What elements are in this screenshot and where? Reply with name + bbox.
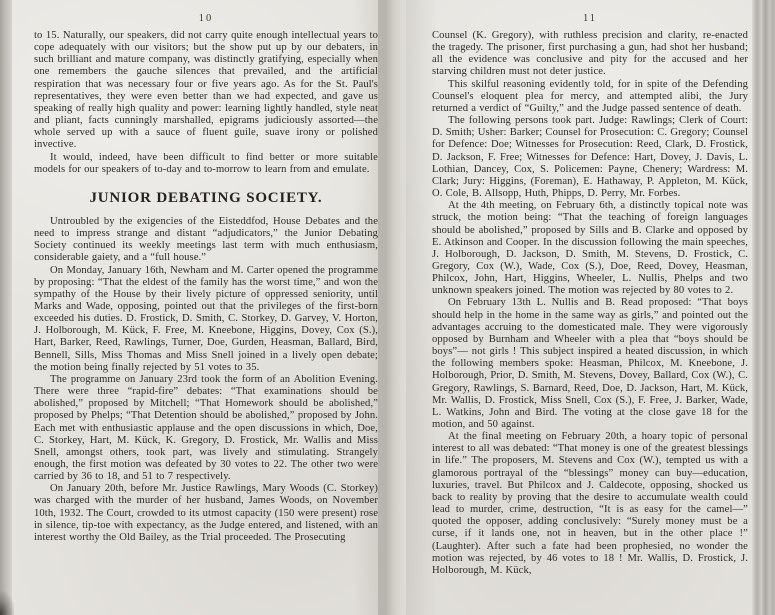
scan-corner-shadow: [0, 589, 14, 615]
page-number: 10: [198, 13, 214, 24]
paragraph: At the final meeting on February 20th, a hoary topic of personal interest to all was debated: “That money is one of the greatest blessings in life.” The proposers, M. Stevens and Cox (W.), tempted us with a glamorous portrayal of the “blessings” money can buy—education, luxuries, travel. But Philcox and J. Caldecote, opposing, shocked us back to reality by proving that the desire to accumulate wealth could lead to murder, crime, destruction, “It is as easy for the camel—” quoted the opposer, adding conclusively: “Surely money must be a curse, if it lands one, not in heaven, but in the other place !” (Laughter). After such a fate had been prophesied, no wonder the motion was rejected, by 46 votes to 18 ! Mr. Wallis, D. Frostick, J. Holborough, M. Kück,: [432, 431, 748, 576]
paragraph: Untroubled by the exigencies of the Eisteddfod, House Debates and the need to impress strange and distant “adjudicators,” the Junior Debating Society continued its weekly meetings last term with much enthusiasm, considerable gaiety, and a “full house.”: [34, 215, 378, 264]
gutter-shadow: [378, 0, 406, 615]
left-page: [12, 0, 378, 615]
paragraph: This skilful reasoning evidently told, for in spite of the Defending Counsel's eloquent plea for mercy, and attempted alibi, the Jury returned a verdict of “Guilty,” and the Judge passed sentence of death.: [432, 78, 748, 114]
paragraph: On Monday, January 16th, Newham and M. Carter opened the programme by proposing: “That the eldest of the family has the worst time,” and won the sympathy of the House by their lively picture of oppressed seniority, until Marks and Wade, opposing, pointed out that the privileges of the first-born exceeded his duties. D. Frostick, D. Smith, C. Storkey, D. Garvey, V. Horton, J. Holborough, M. Kück, F. Free, M. Kneebone, Higgins, Dovey, Cox (S.), Hart, Barker, Reed, Rawlings, Turner, Doe, Gurden, Heasman, Ballard, Bird, Bennell, Sills, Miss Thomas and Miss Snell joined in a lively open debate; the motion being finally rejected by 51 votes to 35.: [34, 264, 378, 373]
paragraph: The programme on January 23rd took the form of an Abolition Evening. There were three “rapid-fire” debates: “That examinations should be abolished,” proposed by Mitchell; “That Homework should be abolished,” proposed by Phelps; “That Detention should be abolished,” proposed by John. Each met with enthusiastic applause and the open discussions in which, Doe, C. Storkey, Hart, M. Kück, K. Gregory, D. Frostick, Mr. Wallis and Miss Snell, amongst others, took part, was lively and stimulating. Strangely enough, the first motion was defeated by 30 votes to 22. The other two were carried by 36 to 18, and 51 to 7 respectively.: [34, 373, 378, 483]
paragraph: At the 4th meeting, on February 6th, a distinctly topical note was struck, the motion being: “That the teaching of foreign languages should be abolished,” proposed by Sills and B. Clarke and opposed by E. Atkinson and Cooper. In the discussion following the main speeches, J. Holborough, D. Jackson, D. Smith, M. Stevens, D. Frostick, C. Gregory, Cox (W.), Wade, Cox (S.), Doe, Reed, Dovey, Heasman, Philcox, John, Hart, Higgins, Wheeler, L. Nullis, Phelps and two unknown speakers joined. The motion was rejected by 80 votes to 2.: [432, 200, 748, 297]
paragraph: Counsel (K. Gregory), with ruthless precision and clarity, re-enacted the tragedy. The prisoner, first purchasing a gun, had shot her husband; all the evidence was conclusive and pity for the accused and her starving children must not deter justice.: [432, 30, 748, 78]
paragraph: The following persons took part. Judge: Rawlings; Clerk of Court: D. Smith; Usher: Barker; Counsel for Prosecution: C. Gregory; Counsel for Defence: Doe; Witnesses for Prosecution: Reed, Clark, D. Frostick, D. Jackson, F. Free; Witnesses for Defence: Hart, Dovey, J. Davis, L. Lothian, Dancey, Cox, S. Policemen: Payne, Chenery; Wardress: M. Clark; Jury: Higgins, (Foreman), E. Hathaway, P. Appleton, M. Kück, O. Cole, B. Allsopp, Huth, Phipps, D. Perry, Mr. Forbes.: [432, 115, 748, 200]
page-number: 11: [582, 13, 598, 24]
paragraph: It would, indeed, have been difficult to find better or more suitable models for our speakers of to-day and to-morrow to learn from and emulate.: [34, 151, 378, 175]
section-heading: JUNIOR DEBATING SOCIETY.: [89, 189, 323, 206]
paragraph: On January 20th, before Mr. Justice Rawlings, Mary Woods (C. Storkey) was charged with the murder of her husband, James Woods, on November 10th, 1932. The Court, crowded to its utmost capacity (150 were present) rose in silence, tip-toe with expectancy, as the Judge entered, and listened, with an interest worthy the Old Bailey, as the Trial proceeded. The Prosecuting: [34, 483, 378, 543]
right-page-edges: [752, 0, 775, 615]
paragraph: On February 13th L. Nullis and B. Read proposed: “That boys should help in the home in the same way as girls,” and pointed out the advantages accruing to the domesticated male. They were vigorously opposed by Burnham and Wheeler with a plea that “boys should be boys”— not girls ! This subject inspired a heated discussion, in which the following members spoke: Heasman, Philcox, M. Kneebone, J. Holborough, Prior, D. Smith, M. Stevens, Dovey, Ballard, Cox (W.), C. Gregory, Rawlings, S. Barnard, Reed, Doe, D. Jackson, Hart, M. Kück, Mr. Wallis, D. Frostick, Miss Snell, Cox (S.), F. Free, J. Barker, Wade, L. Watkins, John and Bird. The voting at the close gave 18 for the motion, and 50 against.: [432, 297, 748, 430]
paragraph: to 15. Naturally, our speakers, did not carry quite enough intellectual years to cope adequately with our visitors; but the show put up by our debaters, in such brilliant and mature company, was distinctly gratifying, especially when one remembers the gauche silences that prevailed, and the artificial respiration that was necessary four or five years ago. As for the St. Paul's representatives, they were even better than we had expected, and gave us speaking of really high quality and power: learning lightly handled, style neat and pliant, facts cunningly marshalled, epigrams judiciously assorted—the whole served up with a sauce of fluent guile, suave irony or polished invective.: [34, 30, 378, 151]
right-page: [406, 0, 752, 615]
